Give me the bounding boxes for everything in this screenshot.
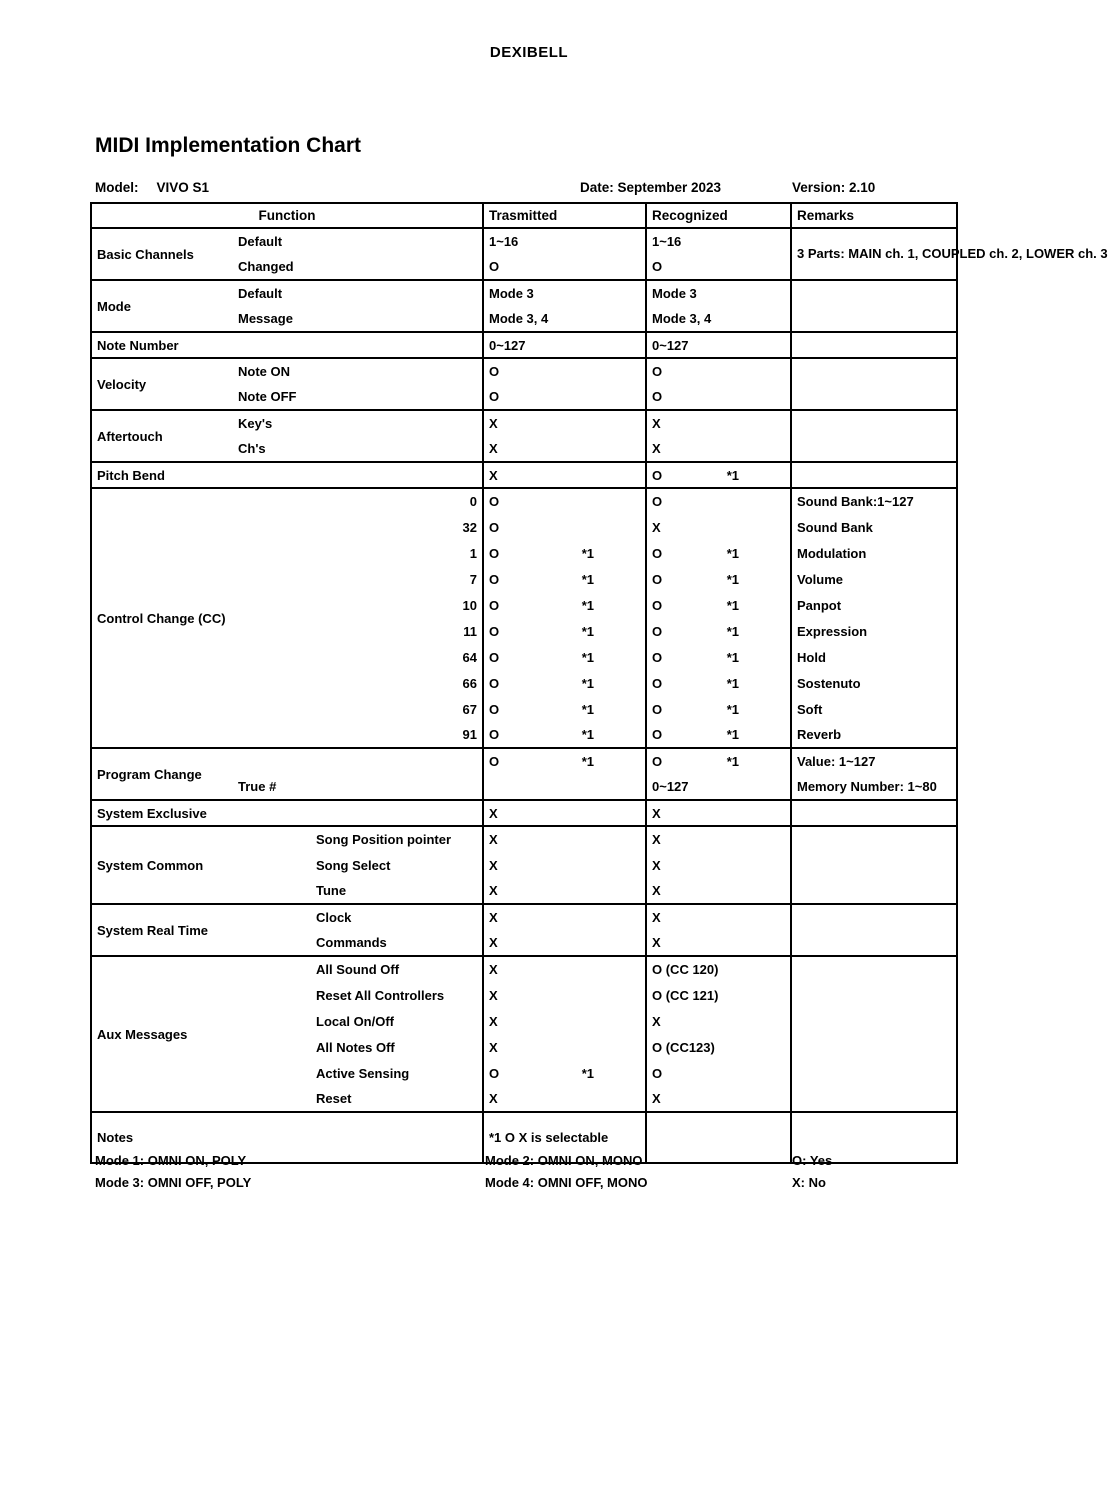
function-sub-label: Note OFF [238,389,297,404]
recognized-value: X [646,878,791,904]
footnote-marker: *1 [726,467,739,483]
model-value: VIVO S1 [156,180,210,195]
transmitted-value: X [483,1086,646,1112]
group-label-aux-messages: Aux Messages [91,956,233,1112]
table-row [91,358,957,384]
legend-x-no: X: No [792,1175,826,1190]
transmitted-symbol: O [489,754,500,769]
function-sub-label: Default [233,228,483,254]
recognized-value [646,618,791,644]
transmitted-value: X [483,800,646,826]
recognized-value [646,592,791,618]
footnote-marker: *1 [726,675,739,691]
recognized-value: 0~127 [646,774,791,800]
recognized-value [646,644,791,670]
transmitted-value: X [483,462,646,488]
transmitted-value: X [483,436,646,462]
footnote-marker: *1 [581,623,594,639]
recognized-value: 1~16 [646,228,791,254]
remark-value: 3 Parts: MAIN ch. 1, COUPLED ch. 2, LOWER ch. 3 [791,228,957,280]
transmitted-value [483,566,646,592]
recognized-value [646,748,791,774]
recognized-symbol: O [652,701,663,717]
recognized-value [646,722,791,748]
date-label: Date: September 2023 [580,180,722,195]
group-label-control-change: Control Change (CC) [91,488,233,748]
footnote-marker: *1 [581,675,594,691]
transmitted-value: 0~127 [483,332,646,358]
transmitted-value: X [483,1008,646,1034]
cc-number: 10 [462,597,477,613]
transmitted-symbol: O [489,1065,500,1081]
transmitted-value: 1~16 [483,228,646,254]
remark-value: Panpot [791,592,957,618]
transmitted-value [483,644,646,670]
transmitted-value: X [483,930,646,956]
remark-value: Expression [791,618,957,644]
transmitted-value [483,540,646,566]
table-row [91,748,957,774]
footnote-marker: *1 [726,727,739,742]
group-label-pitch-bend: Pitch Bend [91,462,483,488]
recognized-value: X [646,826,791,852]
model-label: Model: [95,180,139,195]
transmitted-value: O [483,384,646,410]
recognized-value: X [646,1086,791,1112]
group-label-system-real-time: System Real Time [91,904,233,956]
recognized-value [646,566,791,592]
footnote-marker: *1 [726,623,739,639]
footnote-marker: *1 [726,649,739,665]
recognized-symbol: O [652,467,663,483]
transmitted-value [483,696,646,722]
group-label-mode: Mode [91,280,233,332]
model-field [95,180,209,195]
remark-value [791,956,957,1112]
recognized-value: O [646,1060,791,1086]
remark-value: Soft [791,696,957,722]
recognized-value [646,1112,791,1163]
group-label-system-exclusive: System Exclusive [91,800,483,826]
cc-number: 66 [462,675,477,691]
table-row [91,228,957,254]
recognized-value: O (CC 121) [646,982,791,1008]
function-sub-label: Changed [238,259,294,274]
function-sub-label: Local On/Off [316,1013,394,1029]
recognized-value: O [646,358,791,384]
recognized-symbol: O [652,623,663,639]
transmitted-value: O [483,254,646,280]
recognized-value: Mode 3, 4 [646,306,791,332]
transmitted-value [483,722,646,748]
transmitted-value: O [483,514,646,540]
recognized-value: X [646,930,791,956]
cc-number: 67 [462,701,477,717]
table-row [91,826,957,852]
table-row [91,956,957,982]
recognized-symbol: O [652,649,663,665]
function-sub-label: Commands [316,935,387,950]
remark-value [791,280,957,332]
table-row [91,410,957,436]
group-label-notes: Notes [91,1112,483,1163]
transmitted-symbol: O [489,701,500,717]
function-sub-label: True # [238,779,277,794]
cc-number: 11 [463,623,477,639]
footnote-marker: *1 [581,727,594,742]
remark-value [791,332,957,358]
transmitted-value [483,1060,646,1086]
legend-mode-3: Mode 3: OMNI OFF, POLY [95,1175,252,1190]
table-row [91,488,957,514]
recognized-value: O (CC123) [646,1034,791,1060]
recognized-value [646,696,791,722]
group-label-program-change: Program Change [91,748,233,800]
function-sub-label: Song Position pointer [233,826,483,852]
recognized-symbol: O [652,675,663,691]
recognized-value: O [646,488,791,514]
transmitted-symbol: O [489,675,500,691]
function-sub-label: Tune [316,883,347,898]
transmitted-symbol: O [489,649,500,665]
cc-number: 91 [462,727,477,742]
function-sub-label: All Sound Off [233,956,483,982]
recognized-value [646,462,791,488]
function-sub-label: Note ON [233,358,483,384]
transmitted-value: X [483,878,646,904]
recognized-value [646,670,791,696]
recognized-value: X [646,436,791,462]
footnote-marker: *1 [726,545,739,561]
remark-value [791,462,957,488]
transmitted-value: X [483,852,646,878]
remark-value: Memory Number: 1~80 [791,774,957,800]
transmitted-symbol: O [489,545,500,561]
brand-header: DEXIBELL [489,44,569,61]
transmitted-symbol: O [489,571,500,587]
header-transmitted: Trasmitted [483,203,646,228]
remark-value: Volume [791,566,957,592]
transmitted-value [483,592,646,618]
legend-mode-2: Mode 2: OMNI ON, MONO [485,1153,643,1168]
header-recognized: Recognized [646,203,791,228]
recognized-symbol: O [652,754,663,769]
transmitted-value: X [483,982,646,1008]
remark-value [791,826,957,904]
recognized-symbol: O [652,571,663,587]
footnote-marker: *1 [581,571,594,587]
remark-value [791,410,957,462]
recognized-symbol: O [652,597,663,613]
function-sub-label: Key's [233,410,483,436]
group-label-basic-channels: Basic Channels [91,228,233,280]
header-function: Function [258,208,316,223]
recognized-value: X [646,1008,791,1034]
transmitted-value [483,618,646,644]
remark-value: Hold [791,644,957,670]
recognized-value: X [646,514,791,540]
remark-value: Sostenuto [791,670,957,696]
legend-o-yes: O: Yes [792,1153,833,1168]
recognized-value: X [646,852,791,878]
header-remarks: Remarks [791,203,957,228]
footnote-marker: *1 [581,701,594,717]
transmitted-value: O [483,488,646,514]
recognized-value: X [646,410,791,436]
table-row [91,462,957,488]
legend-mode-4: Mode 4: OMNI OFF, MONO [485,1175,648,1190]
footnote-marker: *1 [581,597,594,613]
recognized-symbol: O [652,545,663,561]
function-sub-label: Song Select [316,857,391,873]
function-sub-label: Ch's [238,441,266,456]
recognized-value: Mode 3 [646,280,791,306]
midi-implementation-table [90,202,1108,1164]
cc-number: 32 [462,519,477,535]
transmitted-symbol: O [489,727,500,742]
notes-text: *1 O X is selectable [483,1112,646,1163]
function-sub-label: Clock [233,904,483,930]
function-sub-label [233,748,483,774]
page-title: MIDI Implementation Chart [95,134,362,157]
transmitted-value: Mode 3, 4 [483,306,646,332]
remark-value [791,800,957,826]
table-row [91,332,957,358]
footnote-marker: *1 [726,701,739,717]
recognized-value: O [646,384,791,410]
remark-value [791,904,957,956]
table-header-row [91,203,957,228]
recognized-value [646,540,791,566]
remark-value [791,358,957,410]
function-sub-label: Reset [316,1091,352,1106]
version-label: Version: 2.10 [792,180,876,195]
transmitted-symbol: O [489,623,500,639]
legend-column-modes-even [485,1150,648,1194]
recognized-value: O [646,254,791,280]
transmitted-value [483,748,646,774]
remark-value: Reverb [791,722,957,748]
recognized-value: X [646,904,791,930]
transmitted-value: X [483,956,646,982]
cc-number: 0 [233,488,483,514]
footnote-marker: *1 [581,754,594,769]
cc-number: 64 [462,649,477,665]
footnote-marker: *1 [726,571,739,587]
legend-mode-1: Mode 1: OMNI ON, POLY [95,1153,247,1168]
recognized-value: X [646,800,791,826]
recognized-value: O (CC 120) [646,956,791,982]
function-sub-label: Default [233,280,483,306]
function-sub-label: Reset All Controllers [316,987,445,1003]
recognized-symbol: O [652,727,663,742]
transmitted-value: X [483,1034,646,1060]
legend-column-modes-odd [95,1150,251,1194]
transmitted-symbol: O [489,597,500,613]
remark-value: Value: 1~127 [791,748,957,774]
transmitted-value: Mode 3 [483,280,646,306]
transmitted-value: X [483,904,646,930]
transmitted-value: O [483,358,646,384]
cc-number: 7 [469,571,477,587]
remark-value: Sound Bank [791,514,957,540]
cc-number: 1 [469,545,477,561]
transmitted-value: X [483,826,646,852]
table-row [91,280,957,306]
footnote-marker: *1 [581,649,594,665]
table-row [91,904,957,930]
group-label-system-common: System Common [91,826,233,904]
footnote-marker: *1 [581,545,594,561]
recognized-value: 0~127 [646,332,791,358]
remark-value: Modulation [791,540,957,566]
footnote-marker: *1 [581,1065,594,1081]
footnote-marker: *1 [726,597,739,613]
remark-value: Sound Bank:1~127 [791,488,957,514]
group-label-velocity: Velocity [91,358,233,410]
function-sub-label: Active Sensing [316,1065,410,1081]
transmitted-value [483,774,646,800]
footnote-marker: *1 [726,754,739,769]
legend-column-symbols [792,1150,832,1194]
function-sub-label: All Notes Off [316,1039,395,1055]
function-sub-label: Message [238,311,293,326]
group-label-aftertouch: Aftertouch [91,410,233,462]
transmitted-value [483,670,646,696]
transmitted-value: X [483,410,646,436]
table-row [91,800,957,826]
group-label-note-number: Note Number [91,332,483,358]
